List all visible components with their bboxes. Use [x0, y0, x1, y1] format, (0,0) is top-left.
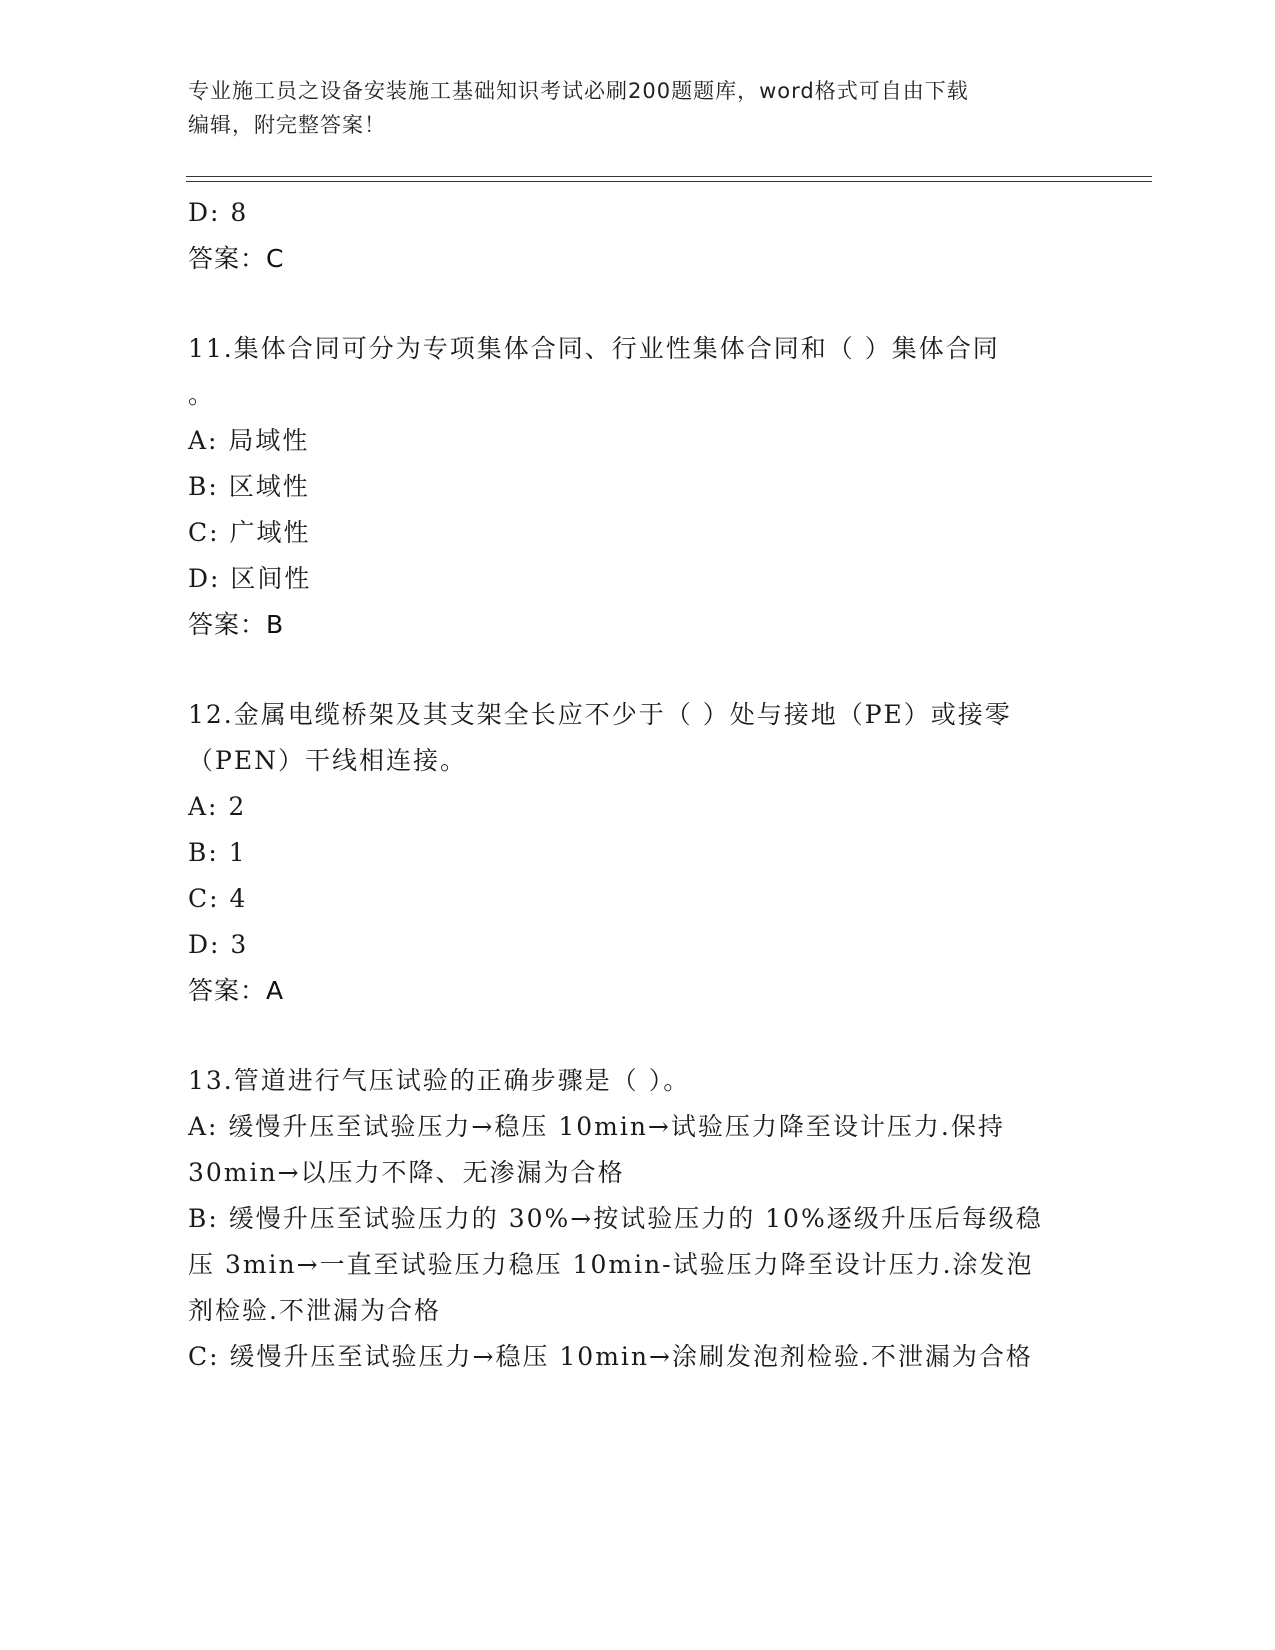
- question-stem-continued: （PEN）干线相连接。: [188, 746, 467, 775]
- spacer: [188, 648, 1088, 692]
- spacer: [188, 282, 1088, 326]
- answer-line: 答案：A: [188, 976, 285, 1005]
- option-d: D: 3: [188, 930, 249, 959]
- question-stem: 12.金属电缆桥架及其支架全长应不少于（ ）处与接地（PE）或接零: [188, 700, 1012, 729]
- question-content: [188, 190, 1088, 1380]
- header-divider-top: [186, 176, 1152, 177]
- answer-line: 答案：C: [188, 244, 285, 273]
- option-d: D: 区间性: [188, 564, 312, 593]
- question-stem: 11.集体合同可分为专项集体合同、行业性集体合同和（ ）集体合同: [188, 334, 1000, 363]
- header-title-line-1: 专业施工员之设备安装施工基础知识考试必刷200题题库，word格式可自由下载: [188, 79, 969, 103]
- document-header: [188, 74, 1088, 142]
- option-a-continued: 30min→以压力不降、无渗漏为合格: [188, 1158, 625, 1187]
- option-a: A: 缓慢升压至试验压力→稳压 10min→试验压力降至设计压力.保持: [188, 1112, 1005, 1141]
- option-a: A: 2: [188, 792, 247, 821]
- option-c: C: 广域性: [188, 518, 311, 547]
- option-c: C: 4: [188, 884, 248, 913]
- option-b: B: 缓慢升压至试验压力的 30%→按试验压力的 10%逐级升压后每级稳: [188, 1204, 1043, 1233]
- answer-line: 答案：B: [188, 610, 285, 639]
- option-c: C: 缓慢升压至试验压力→稳压 10min→涂刷发泡剂检验.不泄漏为合格: [188, 1342, 1033, 1371]
- previous-question-tail: [188, 190, 1088, 282]
- question-13: [188, 1058, 1088, 1380]
- question-11: [188, 326, 1088, 648]
- header-title-line-2: 编辑，附完整答案！: [188, 113, 386, 137]
- question-stem-continued: 。: [188, 380, 216, 409]
- question-stem: 13.管道进行气压试验的正确步骤是（ ）。: [188, 1066, 691, 1095]
- option-b-continued: 压 3min→一直至试验压力稳压 10min-试验压力降至设计压力.涂发泡: [188, 1250, 1034, 1279]
- option-a: A: 局域性: [188, 426, 310, 455]
- option-b-continued: 剂检验.不泄漏为合格: [188, 1296, 441, 1325]
- header-divider-bottom: [186, 181, 1152, 182]
- option-b: B: 区域性: [188, 472, 310, 501]
- option-b: B: 1: [188, 838, 247, 867]
- option-d: D: 8: [188, 198, 249, 227]
- spacer: [188, 1014, 1088, 1058]
- question-12: [188, 692, 1088, 1014]
